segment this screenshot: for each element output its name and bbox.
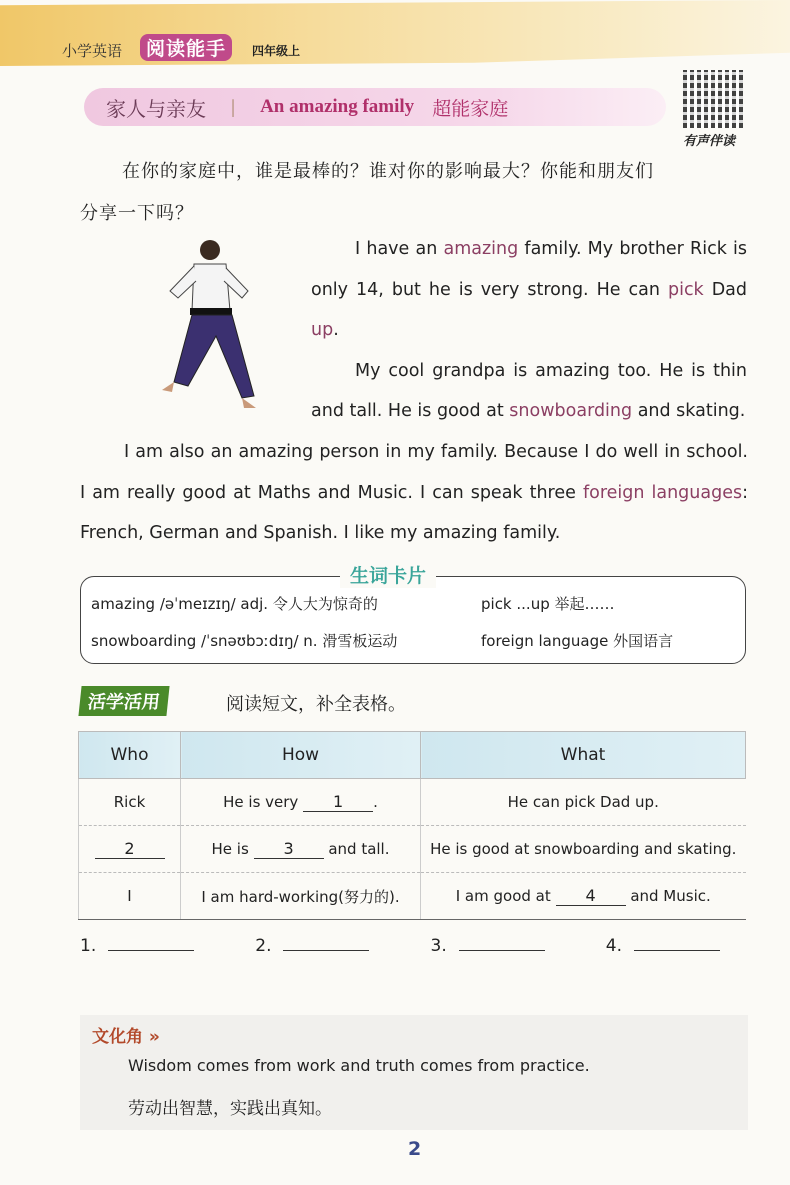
blank-2[interactable]: 2 (95, 839, 165, 859)
activity-label: 活学活用 (78, 686, 169, 716)
cell-what (421, 873, 746, 920)
grade-label: 四年级上 (252, 44, 301, 58)
cell-how (181, 779, 421, 826)
answer-number: 2. (255, 936, 272, 956)
text: . (373, 793, 378, 811)
text: He is (211, 840, 249, 858)
lesson-category: 家人与亲友 (106, 96, 206, 121)
book-logo: 阅读能手 (140, 34, 232, 61)
header-who: Who (79, 732, 181, 779)
answer-table (78, 731, 746, 920)
answer-number: 4. (605, 936, 622, 956)
table-row (79, 779, 746, 826)
header-how: How (181, 732, 421, 779)
answer-1[interactable] (80, 936, 194, 956)
page-number: 2 (408, 1138, 422, 1160)
lesson-title-chinese: 超能家庭 (432, 97, 509, 120)
vocab-item: snowboarding /ˈsnəʊbɔːdɪŋ/ n. 滑雪板运动 (91, 632, 398, 650)
text: and Music. (630, 887, 711, 905)
lesson-title-english: An amazing family (260, 96, 415, 117)
answer-number: 3. (430, 936, 447, 956)
series-name: 小学英语 (62, 42, 123, 60)
answer-2[interactable] (255, 936, 369, 956)
text: He is very (223, 793, 299, 811)
text: I have an (355, 239, 444, 259)
text: I am also an amazing person in my family. Because I do well in school. I am really good at Maths and Music. I can speak three (80, 442, 748, 503)
cell-who (79, 826, 181, 873)
qr-code-icon[interactable] (683, 70, 743, 128)
blank-1[interactable]: 1 (303, 792, 373, 812)
vocab-word-up: up (311, 320, 334, 340)
text: : French, German and Spanish. I like my amazing family. (80, 482, 749, 543)
title-separator: | (230, 96, 237, 118)
vocab-word-snowboarding: snowboarding (509, 401, 633, 421)
vocab-word-amazing: amazing (443, 239, 519, 259)
text: My cool grandpa is amazing too. He is thin and tall. He is good at (311, 360, 747, 421)
intro-line-1: 在你的家庭中，谁是最棒的？谁对你的影响最大？你能和朋友们 (122, 161, 654, 182)
text: I am good at (455, 887, 551, 905)
culture-quote-english: Wisdom comes from work and truth comes from practice. (128, 1056, 590, 1075)
culture-quote-chinese: 劳动出智慧，实践出真知。 (128, 1099, 332, 1119)
cell-who: Rick (79, 779, 181, 826)
text: . (333, 320, 339, 340)
answer-number: 1. (80, 936, 97, 956)
answer-lines (80, 936, 720, 956)
text: and tall. (328, 840, 390, 858)
cell-what: He is good at snowboarding and skating. (421, 826, 746, 873)
qr-label: 有声伴读 (683, 134, 736, 149)
cell-who: I (79, 873, 181, 920)
vocab-item: foreign language 外国语言 (481, 632, 674, 650)
vocab-item: pick ...up 举起…… (481, 595, 615, 613)
intro-line-2: 分享一下吗？ (80, 203, 194, 224)
lesson-title-bar (84, 88, 666, 126)
cell-how: I am hard-working(努力的). (181, 873, 421, 920)
answer-3[interactable] (431, 936, 545, 956)
answer-4[interactable] (606, 936, 720, 956)
karate-boy-illustration (158, 236, 258, 412)
vocabulary-card-title: 生词卡片 (340, 561, 436, 588)
blank-3[interactable]: 3 (254, 839, 324, 859)
activity-instruction: 阅读短文，补全表格。 (226, 694, 406, 715)
blank-4[interactable]: 4 (556, 886, 626, 906)
text: and skating. (632, 401, 746, 421)
header-what: What (421, 732, 746, 779)
culture-corner-title: 文化角 » (92, 1027, 160, 1047)
vocabulary-card (80, 576, 746, 664)
vocab-word-pick: pick (667, 279, 704, 300)
passage-paragraph-3 (80, 432, 748, 554)
passage-paragraph-1 (311, 229, 747, 432)
cell-what: He can pick Dad up. (421, 779, 746, 826)
text: Dad (703, 279, 748, 300)
table-header-row (79, 732, 746, 779)
text: family. My brother Rick is only 14, but he is very strong. He can (311, 239, 747, 300)
vocab-item: amazing /əˈmeɪzɪŋ/ adj. 令人大为惊奇的 (91, 595, 378, 613)
table-row (79, 873, 746, 920)
cell-how (181, 826, 421, 873)
table-row (79, 826, 746, 873)
vocab-word-foreign-languages: foreign languages (582, 482, 743, 503)
